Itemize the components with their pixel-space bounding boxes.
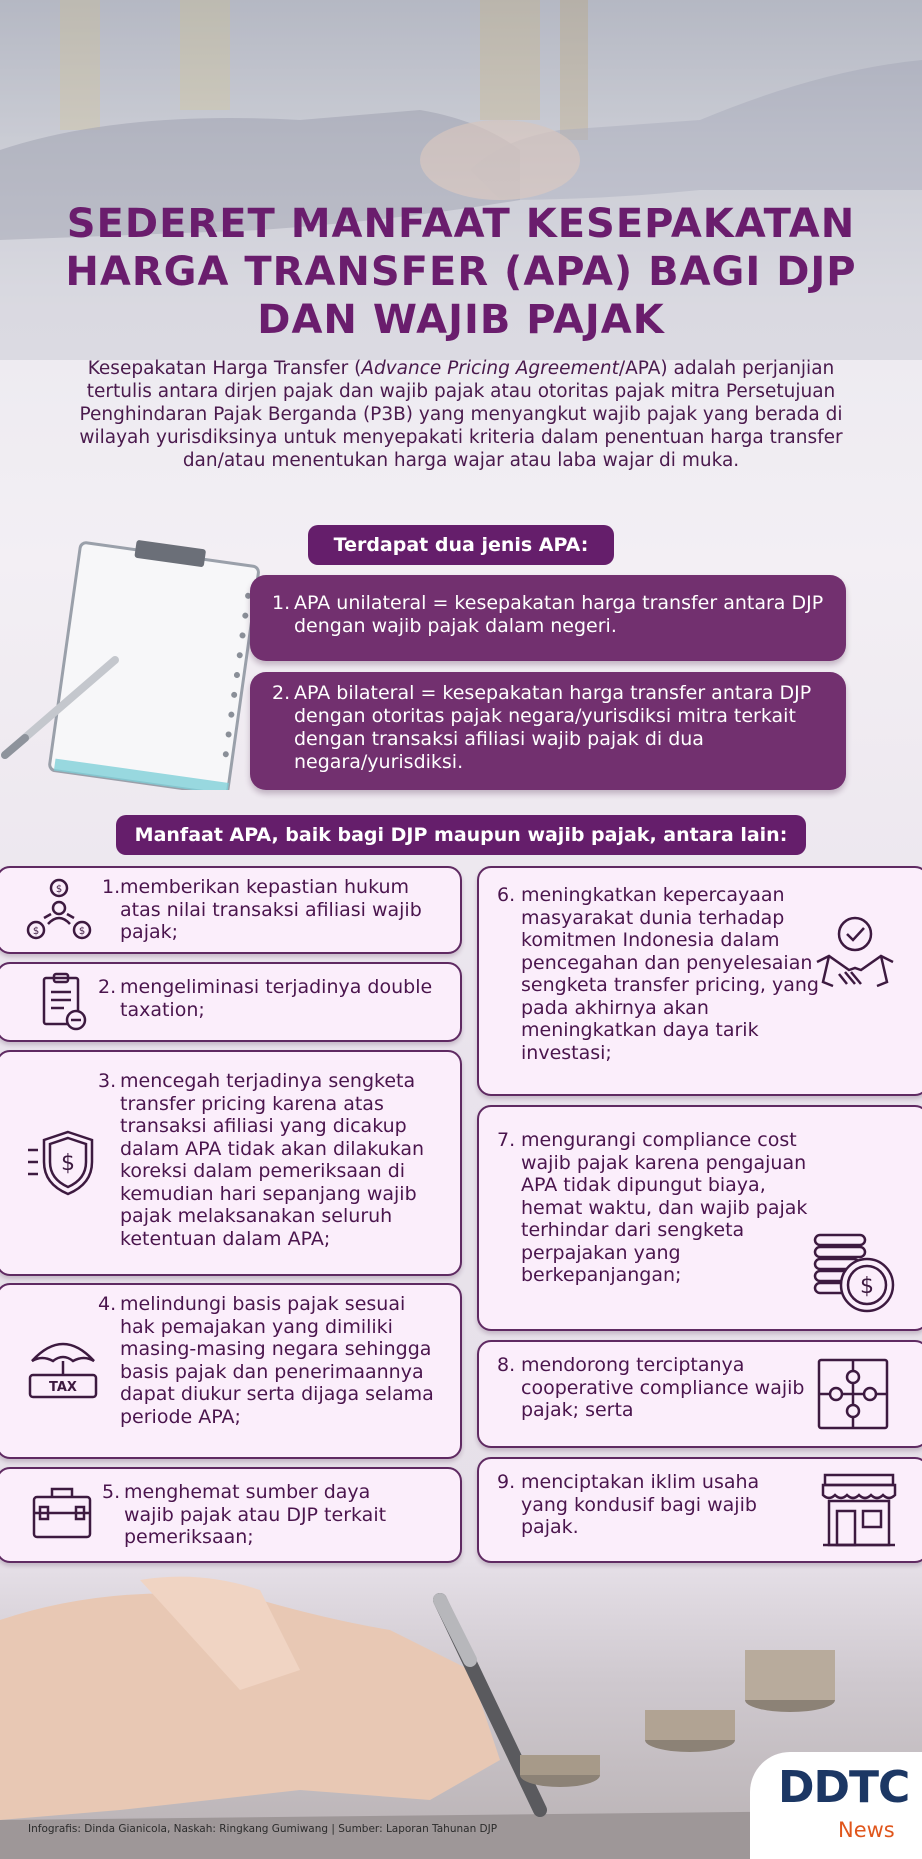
benefit-text: meningkatkan kepercayaan masyarakat dunia terhadap komitmen Indonesia dalam pencegahan dan penyelesaian sengketa transfer pricing, yang pada akhirnya akan meningkatkan daya tarik investasi; — [521, 884, 819, 1064]
apa-type-number: 2. — [272, 682, 291, 704]
benefit-card-3 — [0, 1050, 462, 1276]
benefit-card-6 — [477, 866, 922, 1096]
shield-dollar-icon — [26, 1128, 100, 1198]
shop-icon — [819, 1471, 899, 1551]
benefit-card-4 — [0, 1283, 462, 1459]
apa-types-heading: Terdapat dua jenis APA: — [308, 525, 614, 565]
benefit-card-7 — [477, 1105, 922, 1331]
apa-type-unilateral — [250, 575, 846, 661]
benefit-text: memberikan kepastian hukum atas nilai transaksi afiliasi wajib pajak; — [120, 876, 422, 943]
benefit-number: 2. — [98, 976, 117, 998]
apa-type-bilateral — [250, 672, 846, 790]
benefit-text: mengeliminasi terjadinya double taxation; — [120, 976, 433, 1021]
title-line-2: HARGA TRANSFER (APA) BAGI DJP — [65, 249, 857, 295]
benefit-text: mengurangi compliance cost wajib pajak karena pengajuan APA tidak dipungut biaya, hemat waktu, dan wajib pajak terhindar dari sengketa perpajakan yang berkepanjangan; — [521, 1129, 808, 1286]
logo-ddtc-text: DDTC — [778, 1762, 910, 1813]
benefit-number: 9. — [497, 1471, 516, 1493]
apa-type-text: APA bilateral = kesepakatan harga transfer antara DJP dengan otoritas pajak negara/yurisdiksi mitra terkait dengan transaksi afiliasi wajib pajak di dua negara/yurisdiksi. — [294, 682, 812, 773]
svg-text:$: $ — [860, 1274, 874, 1299]
benefit-number: 5. — [102, 1481, 121, 1503]
svg-text:$: $ — [55, 884, 63, 895]
benefits-heading: Manfaat APA, baik bagi DJP maupun wajib pajak, antara lain: — [116, 815, 806, 855]
apa-type-number: 1. — [272, 592, 291, 614]
umbrella-tax-icon — [26, 1331, 100, 1401]
benefit-number: 3. — [98, 1070, 117, 1092]
benefit-card-9 — [477, 1457, 922, 1563]
apa-type-text: APA unilateral = kesepakatan harga transfer antara DJP dengan wajib pajak dalam negeri. — [294, 592, 824, 637]
tax-label: TAX — [49, 1380, 77, 1395]
people-money-icon — [26, 878, 92, 942]
briefcase-icon — [30, 1483, 94, 1543]
handshake-icon — [815, 912, 895, 1002]
logo-news-text: News — [838, 1818, 895, 1842]
benefit-text: menghemat sumber daya wajib pajak atau DJP terkait pemeriksaan; — [124, 1481, 387, 1548]
clipboard-illustration — [0, 540, 270, 790]
benefit-card-2 — [0, 962, 462, 1042]
benefit-number: 1. — [102, 876, 121, 898]
benefit-text: menciptakan iklim usaha yang kondusif bagi wajib pajak. — [521, 1471, 760, 1538]
benefit-number: 8. — [497, 1354, 516, 1376]
benefit-text: mendorong terciptanya cooperative compliance wajib pajak; serta — [521, 1354, 805, 1421]
svg-text:$: $ — [61, 1151, 75, 1176]
benefit-card-8 — [477, 1340, 922, 1448]
svg-text:$: $ — [32, 926, 40, 937]
ddtc-news-logo — [750, 1752, 922, 1859]
footer-credit: Infografis: Dinda Gianicola, Naskah: Ringkang Gumiwang | Sumber: Laporan Tahunan DJP — [28, 1823, 498, 1835]
document-minus-icon — [40, 972, 90, 1032]
svg-text:$: $ — [78, 926, 86, 937]
intro-italic: Advance Pricing Agreement — [361, 358, 619, 379]
benefit-card-5 — [0, 1467, 462, 1563]
title-line-3: DAN WAJIB PAJAK — [257, 297, 665, 343]
benefit-number: 6. — [497, 884, 516, 906]
page-title — [20, 200, 902, 344]
benefit-card-1 — [0, 866, 462, 954]
benefit-text: mencegah terjadinya sengketa transfer pricing karena atas transaksi afiliasi yang dicakup dalam APA tidak akan dilakukan koreksi dalam pemeriksaan di kemudian hari sepanjang wajib pajak melaksanakan seluruh ketentuan dalam APA; — [120, 1070, 425, 1250]
benefit-text: melindungi basis pajak sesuai hak pemajakan yang dimiliki masing-masing negara sehingga basis pajak dan penerimaannya dapat diukur serta dijaga selama periode APA; — [120, 1293, 434, 1428]
benefit-number: 4. — [98, 1293, 117, 1315]
benefit-number: 7. — [497, 1129, 516, 1151]
intro-paragraph — [70, 357, 852, 472]
title-line-1: SEDERET MANFAAT KESEPAKATAN — [66, 201, 856, 247]
intro-suffix: /APA) adalah perjanjian tertulis antara dirjen pajak dan wajib pajak atau otoritas pajak mitra Persetujuan Penghindaran Pajak Berganda (P3B) yang menyangkut wajib pajak yang berada di wilayah yurisdiksinya untuk menyepakati kriteria dalam penentuan harga transfer dan/atau menentukan harga wajar atau laba wajar di muka. — [79, 358, 843, 471]
puzzle-icon — [813, 1354, 893, 1434]
intro-prefix: Kesepakatan Harga Transfer ( — [87, 358, 362, 379]
